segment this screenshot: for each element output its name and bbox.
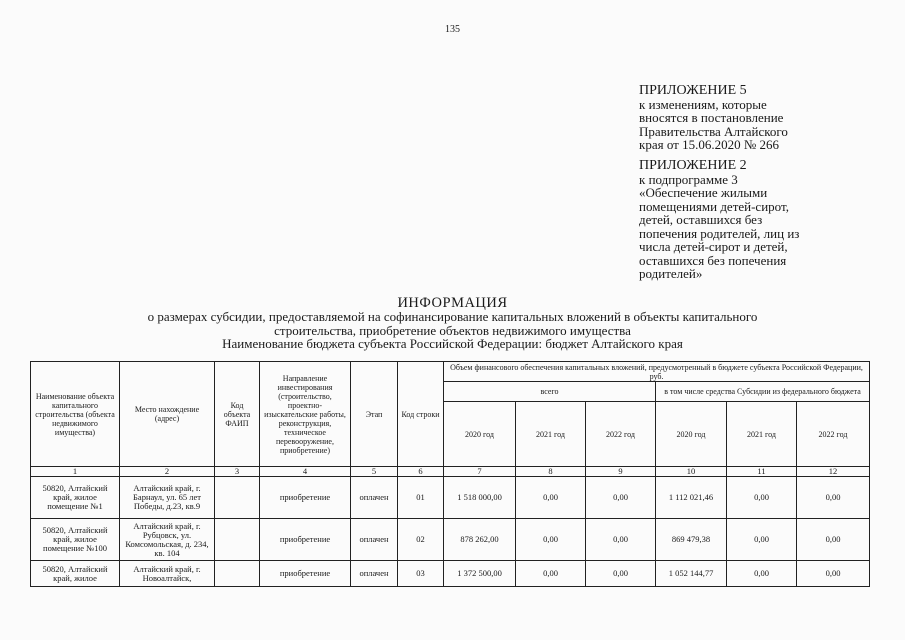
appendix-2-title: ПРИЛОЖЕНИЕ 2 <box>639 158 747 173</box>
document-subtitle-line-2: строительства, приобретение объектов недвижимого имущества <box>274 322 631 338</box>
header-object-name: Наименование объекта капитального строительства (объекта недвижимого имущества) <box>31 362 120 467</box>
appendix-2-line: «Обеспечение жилыми <box>639 185 768 200</box>
column-number: 1 <box>31 467 120 477</box>
cell-value: 0,00 <box>586 477 656 519</box>
appendix-2-line: числа детей-сирот и детей, <box>639 239 788 254</box>
table-row <box>31 519 870 561</box>
cell-value: 0,00 <box>797 561 870 587</box>
header-address: Место нахождение (адрес) <box>120 362 215 467</box>
column-number: 3 <box>215 467 260 477</box>
cell-address: Алтайский край, г. Барнаул, ул. 65 лет Победы, д.23, кв.9 <box>120 477 215 519</box>
appendix-5-block <box>639 84 839 152</box>
appendix-2-line: детей, оставшихся без <box>639 212 763 227</box>
appendix-5-line: Правительства Алтайского <box>639 123 788 139</box>
column-number: 10 <box>656 467 727 477</box>
table-row <box>31 561 870 587</box>
header-year: 2021 год <box>516 402 586 467</box>
cell-direction: приобретение <box>260 519 351 561</box>
appendix-5-line: края от 15.06.2020 № 266 <box>639 137 779 152</box>
appendix-5-title: ПРИЛОЖЕНИЕ 5 <box>639 83 747 98</box>
cell-value: 0,00 <box>586 561 656 587</box>
cell-value: 1 052 144,77 <box>656 561 727 587</box>
cell-address: Алтайский край, г. Новоалтайск, <box>120 561 215 587</box>
header-year: 2021 год <box>727 402 797 467</box>
column-number: 4 <box>260 467 351 477</box>
cell-value: 1 518 000,00 <box>444 477 516 519</box>
column-number: 2 <box>120 467 215 477</box>
cell-faip-code <box>215 561 260 587</box>
appendix-2-line: попечения родителей, лиц из <box>639 225 800 241</box>
appendix-5-line: к изменениям, которые <box>639 96 767 112</box>
appendix-5-line: вносятся в постановление <box>639 110 784 125</box>
cell-direction: приобретение <box>260 477 351 519</box>
cell-value: 0,00 <box>516 561 586 587</box>
document-title-block <box>0 296 905 351</box>
header-year: 2022 год <box>586 402 656 467</box>
appendix-2-line: родителей» <box>639 266 703 281</box>
budget-name-line: Наименование бюджета субъекта Российской Федерации: бюджет Алтайского края <box>222 336 683 351</box>
cell-value: 869 479,38 <box>656 519 727 561</box>
header-incl-federal-subsidy: в том числе средства Субсидии из федерального бюджета <box>656 382 870 402</box>
cell-value: 0,00 <box>797 477 870 519</box>
cell-row-code: 02 <box>398 519 444 561</box>
header-investment-direction: Направление инвестирования (строительство, проектно-изыскательские работы, реконструкция, техническое перевооружение, приобретение) <box>260 362 351 467</box>
cell-object-name: 50820, Алтайский край, жилое помещение №1 <box>31 477 120 519</box>
header-stage: Этап <box>351 362 398 467</box>
header-faip-code: Код объекта ФАИП <box>215 362 260 467</box>
column-number: 9 <box>586 467 656 477</box>
cell-address: Алтайский край, г. Рубцовск, ул. Комсомольская, д. 234, кв. 104 <box>120 519 215 561</box>
cell-stage: оплачен <box>351 561 398 587</box>
column-number: 11 <box>727 467 797 477</box>
cell-value: 0,00 <box>727 477 797 519</box>
cell-object-name: 50820, Алтайский край, жилое <box>31 561 120 587</box>
appendix-2-block <box>639 159 839 281</box>
header-row-code: Код строки <box>398 362 444 467</box>
appendix-2-line: помещениями детей-сирот, <box>639 198 789 214</box>
cell-object-name: 50820, Алтайский край, жилое помещение №100 <box>31 519 120 561</box>
cell-value: 1 112 021,46 <box>656 477 727 519</box>
column-number: 7 <box>444 467 516 477</box>
cell-direction: приобретение <box>260 561 351 587</box>
subsidy-table <box>30 361 870 587</box>
cell-faip-code <box>215 477 260 519</box>
appendix-2-line: к подпрограмме 3 <box>639 171 738 187</box>
table-row <box>31 477 870 519</box>
cell-value: 878 262,00 <box>444 519 516 561</box>
header-year: 2022 год <box>797 402 870 467</box>
document-title: ИНФОРМАЦИЯ <box>397 295 508 311</box>
cell-value: 0,00 <box>797 519 870 561</box>
column-number: 5 <box>351 467 398 477</box>
header-total: всего <box>444 382 656 402</box>
cell-value: 0,00 <box>516 477 586 519</box>
header-year: 2020 год <box>444 402 516 467</box>
cell-faip-code <box>215 519 260 561</box>
cell-value: 0,00 <box>727 519 797 561</box>
column-number: 6 <box>398 467 444 477</box>
cell-value: 0,00 <box>516 519 586 561</box>
header-year: 2020 год <box>656 402 727 467</box>
cell-value: 1 372 500,00 <box>444 561 516 587</box>
page-number: 135 <box>445 24 460 35</box>
column-number: 12 <box>797 467 870 477</box>
column-number: 8 <box>516 467 586 477</box>
document-subtitle-line-1: о размерах субсидии, предоставляемой на софинансирование капитальных вложений в объекты капитального <box>147 309 758 324</box>
cell-value: 0,00 <box>727 561 797 587</box>
cell-row-code: 01 <box>398 477 444 519</box>
cell-stage: оплачен <box>351 519 398 561</box>
appendix-2-line: оставшихся без попечения <box>639 252 787 268</box>
header-financing-volume: Объем финансового обеспечения капитальных вложений, предусмотренный в бюджете субъекта Российской Федерации, руб. <box>444 362 870 382</box>
cell-stage: оплачен <box>351 477 398 519</box>
cell-row-code: 03 <box>398 561 444 587</box>
cell-value: 0,00 <box>586 519 656 561</box>
